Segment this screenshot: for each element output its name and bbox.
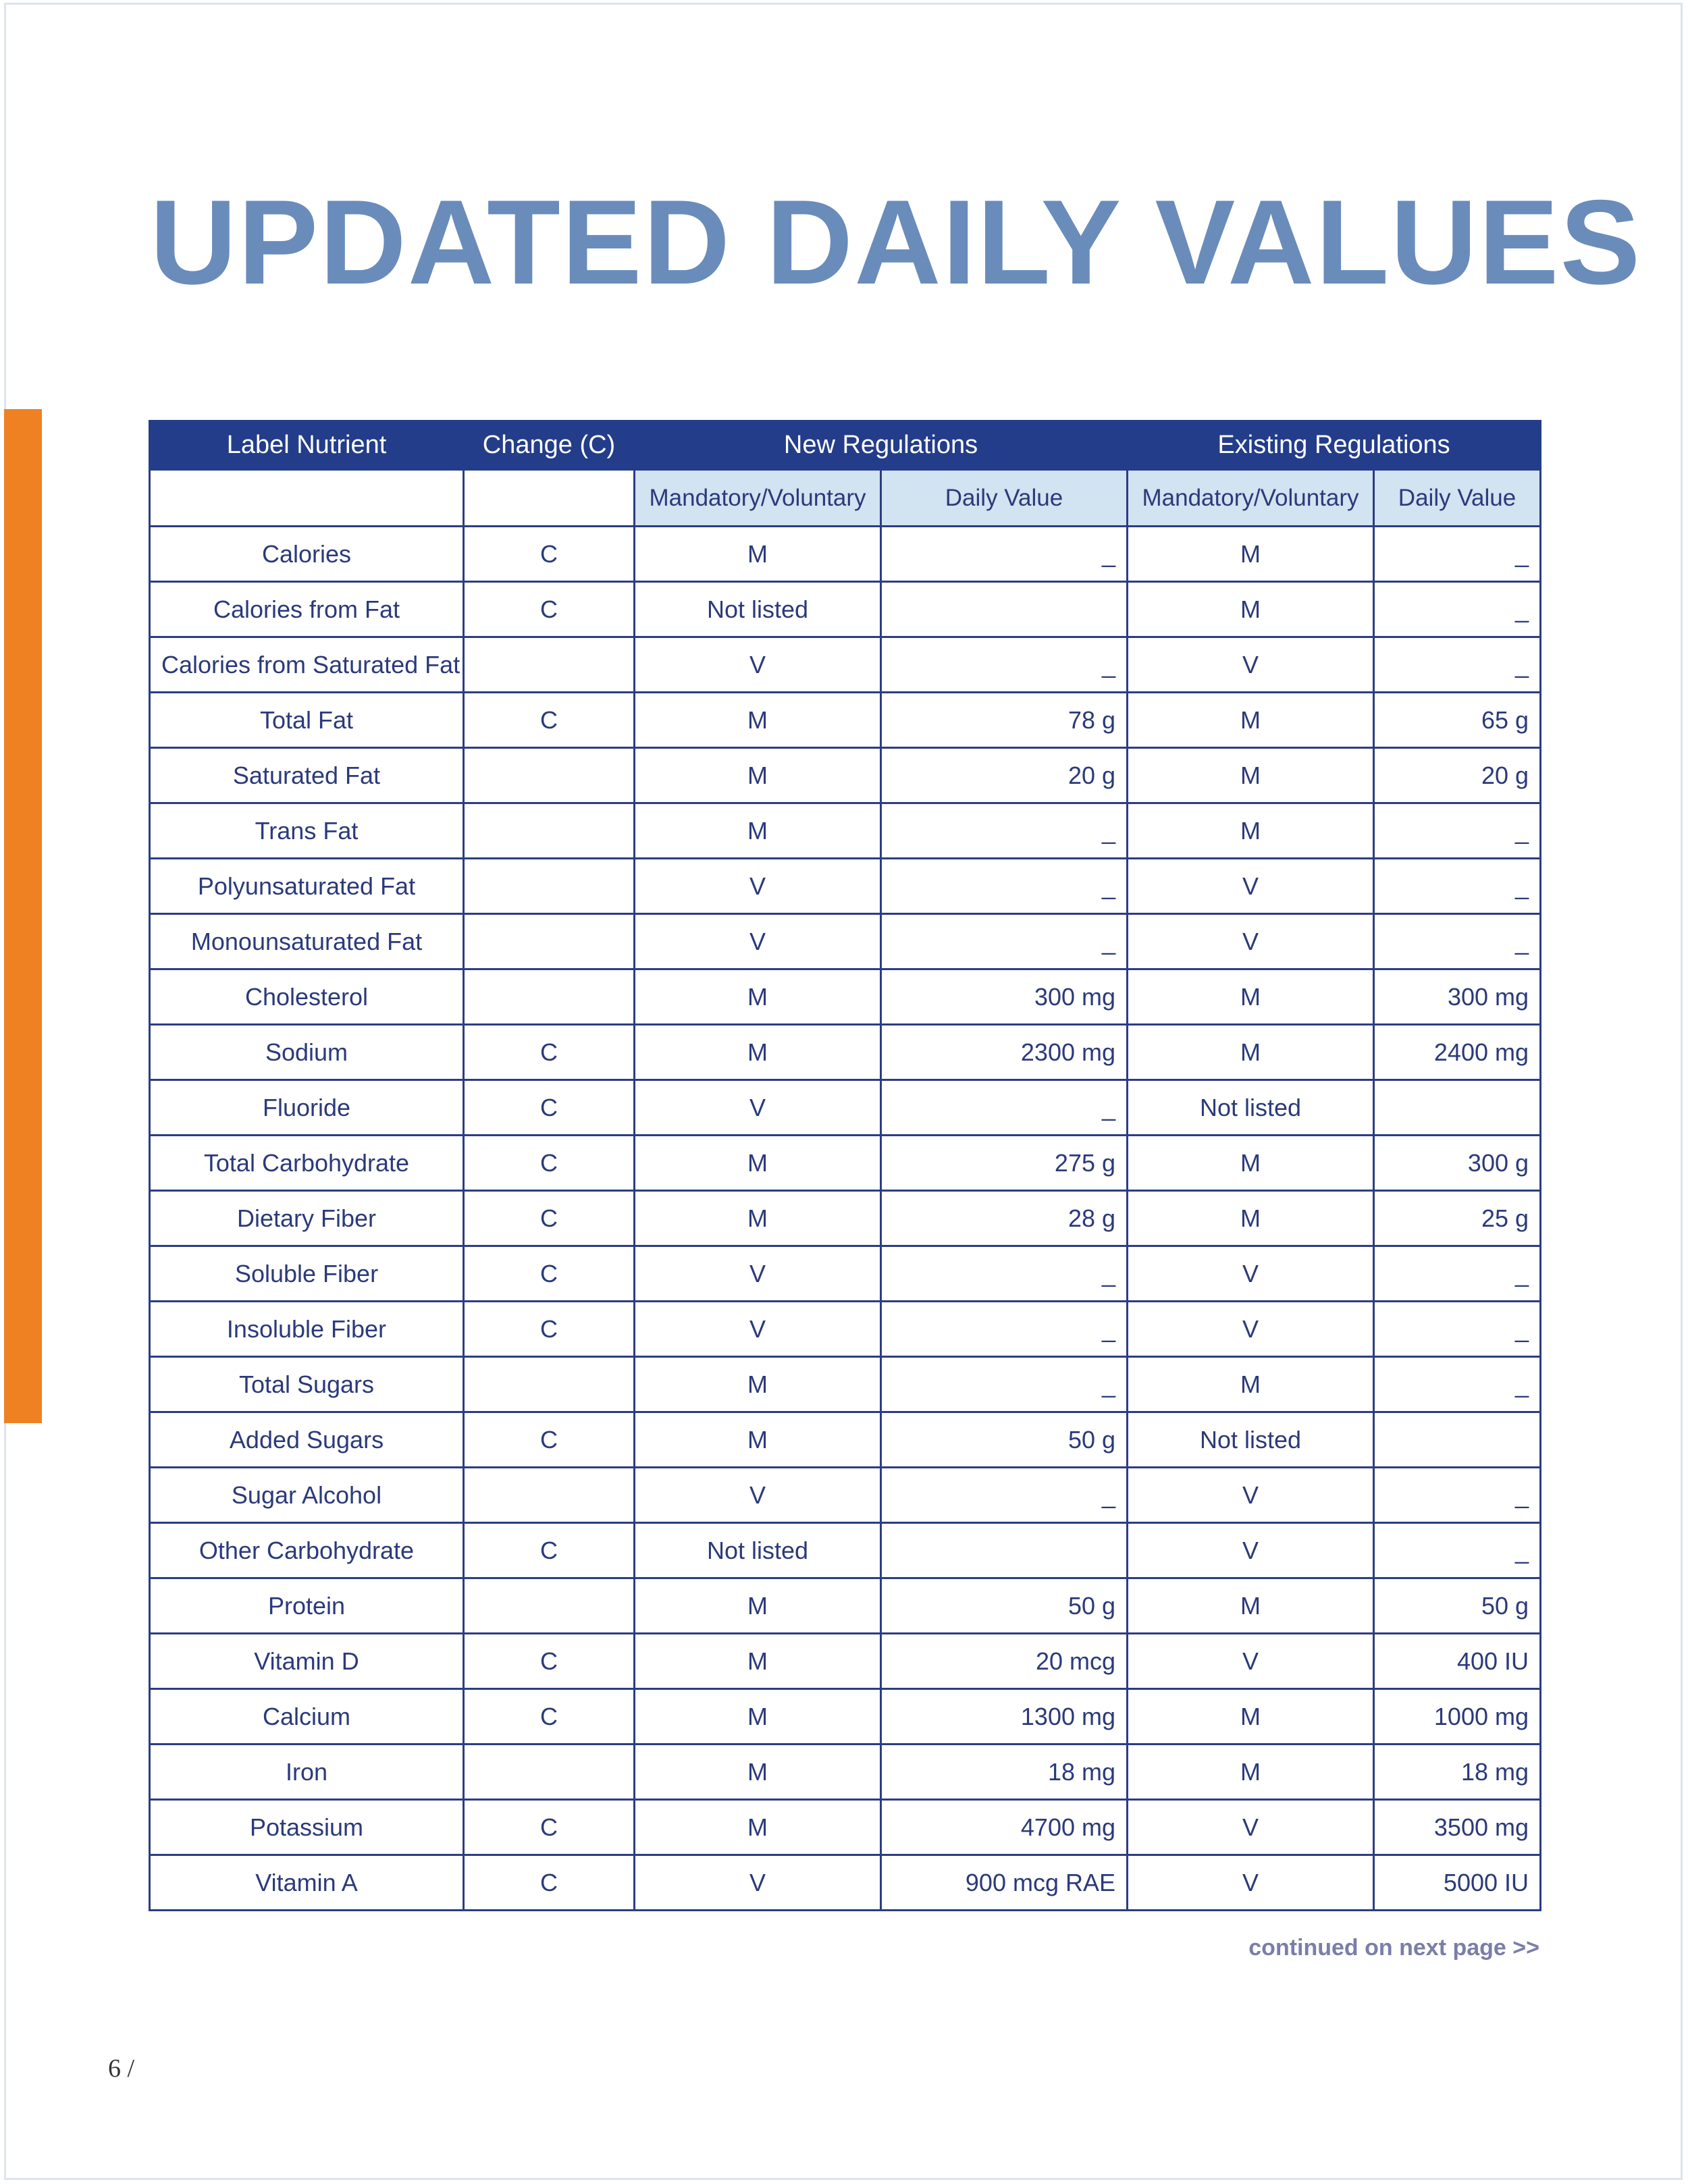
table-row xyxy=(150,748,1541,803)
cell-nutrient: Protein xyxy=(150,1578,464,1634)
cell-new-mandatory-voluntary: V xyxy=(635,1246,881,1302)
cell-change: C xyxy=(464,1191,635,1246)
table-row xyxy=(150,1136,1541,1191)
cell-new-daily-value: _ xyxy=(881,527,1128,582)
table-row xyxy=(150,1080,1541,1136)
daily-values-table xyxy=(149,420,1541,1911)
cell-new-mandatory-voluntary: V xyxy=(635,1855,881,1911)
cell-nutrient: Sugar Alcohol xyxy=(150,1468,464,1523)
cell-existing-daily-value: _ xyxy=(1374,582,1541,637)
cell-new-daily-value: _ xyxy=(881,1080,1128,1136)
cell-existing-mandatory-voluntary: V xyxy=(1128,1800,1374,1855)
cell-existing-mandatory-voluntary: V xyxy=(1128,1855,1374,1911)
cell-existing-mandatory-voluntary: M xyxy=(1128,1025,1374,1080)
cell-change: C xyxy=(464,582,635,637)
cell-existing-daily-value: 50 g xyxy=(1374,1578,1541,1634)
subheader-existing-mandatory-voluntary: Mandatory/Voluntary xyxy=(1128,470,1374,527)
table-row xyxy=(150,1302,1541,1357)
subheader-new-mandatory-voluntary: Mandatory/Voluntary xyxy=(635,470,881,527)
cell-existing-mandatory-voluntary: M xyxy=(1128,1191,1374,1246)
cell-new-mandatory-voluntary: M xyxy=(635,1412,881,1468)
cell-existing-daily-value: _ xyxy=(1374,527,1541,582)
table-subheader-row xyxy=(150,470,1541,527)
cell-existing-daily-value: 300 mg xyxy=(1374,969,1541,1025)
cell-nutrient: Dietary Fiber xyxy=(150,1191,464,1246)
cell-existing-daily-value: _ xyxy=(1374,1302,1541,1357)
cell-nutrient: Potassium xyxy=(150,1800,464,1855)
cell-existing-daily-value: 300 g xyxy=(1374,1136,1541,1191)
cell-existing-mandatory-voluntary: M xyxy=(1128,527,1374,582)
table-row xyxy=(150,1634,1541,1689)
cell-existing-daily-value: 2400 mg xyxy=(1374,1025,1541,1080)
table-row xyxy=(150,527,1541,582)
cell-change: C xyxy=(464,1412,635,1468)
cell-nutrient: Calories xyxy=(150,527,464,582)
cell-change: C xyxy=(464,1080,635,1136)
cell-new-mandatory-voluntary: M xyxy=(635,748,881,803)
cell-change xyxy=(464,1578,635,1634)
subheader-blank-change xyxy=(464,470,635,527)
cell-new-mandatory-voluntary: V xyxy=(635,1302,881,1357)
cell-nutrient: Vitamin A xyxy=(150,1855,464,1911)
cell-existing-daily-value: _ xyxy=(1374,1357,1541,1412)
cell-new-mandatory-voluntary: M xyxy=(635,527,881,582)
subheader-blank-nutrient xyxy=(150,470,464,527)
table-row xyxy=(150,1246,1541,1302)
cell-new-daily-value: 275 g xyxy=(881,1136,1128,1191)
table-row xyxy=(150,1523,1541,1578)
cell-nutrient: Soluble Fiber xyxy=(150,1246,464,1302)
header-new-regulations: New Regulations xyxy=(635,421,1128,470)
table-header-row xyxy=(150,421,1541,470)
cell-nutrient: Calcium xyxy=(150,1689,464,1744)
cell-existing-daily-value: 1000 mg xyxy=(1374,1689,1541,1744)
cell-new-mandatory-voluntary: V xyxy=(635,914,881,969)
subheader-existing-daily-value: Daily Value xyxy=(1374,470,1541,527)
cell-new-mandatory-voluntary: M xyxy=(635,1357,881,1412)
cell-new-mandatory-voluntary: M xyxy=(635,693,881,748)
cell-existing-daily-value: _ xyxy=(1374,1246,1541,1302)
cell-change: C xyxy=(464,527,635,582)
cell-existing-mandatory-voluntary: M xyxy=(1128,969,1374,1025)
cell-new-mandatory-voluntary: M xyxy=(635,969,881,1025)
cell-nutrient: Total Sugars xyxy=(150,1357,464,1412)
cell-existing-mandatory-voluntary: Not listed xyxy=(1128,1412,1374,1468)
cell-change: C xyxy=(464,1136,635,1191)
cell-new-daily-value: _ xyxy=(881,859,1128,914)
cell-existing-daily-value xyxy=(1374,1412,1541,1468)
cell-existing-daily-value: 20 g xyxy=(1374,748,1541,803)
cell-change: C xyxy=(464,1855,635,1911)
cell-existing-mandatory-voluntary: M xyxy=(1128,582,1374,637)
cell-nutrient: Saturated Fat xyxy=(150,748,464,803)
cell-existing-mandatory-voluntary: M xyxy=(1128,1136,1374,1191)
cell-new-daily-value: 1300 mg xyxy=(881,1689,1128,1744)
header-label-nutrient: Label Nutrient xyxy=(150,421,464,470)
cell-existing-daily-value xyxy=(1374,1080,1541,1136)
cell-new-mandatory-voluntary: M xyxy=(635,1689,881,1744)
cell-nutrient: Trans Fat xyxy=(150,803,464,859)
cell-change: C xyxy=(464,1523,635,1578)
cell-change: C xyxy=(464,1246,635,1302)
page-number: 6 / xyxy=(108,2054,135,2083)
cell-new-mandatory-voluntary: Not listed xyxy=(635,582,881,637)
cell-nutrient: Calories from Saturated Fat xyxy=(150,637,464,693)
cell-nutrient: Polyunsaturated Fat xyxy=(150,859,464,914)
cell-existing-daily-value: 400 IU xyxy=(1374,1634,1541,1689)
table-body xyxy=(150,527,1541,1911)
cell-new-mandatory-voluntary: Not listed xyxy=(635,1523,881,1578)
cell-existing-daily-value: _ xyxy=(1374,914,1541,969)
cell-existing-mandatory-voluntary: M xyxy=(1128,1744,1374,1800)
table-row xyxy=(150,1855,1541,1911)
cell-new-mandatory-voluntary: M xyxy=(635,1744,881,1800)
cell-existing-daily-value: _ xyxy=(1374,1468,1541,1523)
table-row xyxy=(150,1744,1541,1800)
cell-new-daily-value: 50 g xyxy=(881,1412,1128,1468)
cell-new-daily-value: 900 mcg RAE xyxy=(881,1855,1128,1911)
table-row xyxy=(150,1578,1541,1634)
cell-existing-mandatory-voluntary: V xyxy=(1128,1634,1374,1689)
cell-nutrient: Other Carbohydrate xyxy=(150,1523,464,1578)
cell-change: C xyxy=(464,693,635,748)
table-row xyxy=(150,803,1541,859)
cell-existing-daily-value: _ xyxy=(1374,859,1541,914)
cell-existing-daily-value: 65 g xyxy=(1374,693,1541,748)
cell-change: C xyxy=(464,1025,635,1080)
cell-new-mandatory-voluntary: V xyxy=(635,859,881,914)
cell-nutrient: Added Sugars xyxy=(150,1412,464,1468)
cell-existing-mandatory-voluntary: V xyxy=(1128,1246,1374,1302)
cell-nutrient: Calories from Fat xyxy=(150,582,464,637)
cell-new-daily-value: _ xyxy=(881,1246,1128,1302)
cell-existing-daily-value: 25 g xyxy=(1374,1191,1541,1246)
cell-new-daily-value: _ xyxy=(881,914,1128,969)
cell-new-mandatory-voluntary: M xyxy=(635,1634,881,1689)
cell-new-daily-value xyxy=(881,582,1128,637)
cell-nutrient: Vitamin D xyxy=(150,1634,464,1689)
cell-nutrient: Monounsaturated Fat xyxy=(150,914,464,969)
cell-new-daily-value: 4700 mg xyxy=(881,1800,1128,1855)
cell-new-daily-value: 20 g xyxy=(881,748,1128,803)
cell-change: C xyxy=(464,1634,635,1689)
cell-new-mandatory-voluntary: V xyxy=(635,1468,881,1523)
cell-new-daily-value: 78 g xyxy=(881,693,1128,748)
cell-nutrient: Insoluble Fiber xyxy=(150,1302,464,1357)
cell-new-daily-value: _ xyxy=(881,803,1128,859)
cell-existing-daily-value: _ xyxy=(1374,1523,1541,1578)
table-row xyxy=(150,693,1541,748)
cell-new-daily-value: _ xyxy=(881,1468,1128,1523)
cell-change: C xyxy=(464,1800,635,1855)
cell-existing-mandatory-voluntary: V xyxy=(1128,1523,1374,1578)
cell-change xyxy=(464,1357,635,1412)
cell-existing-mandatory-voluntary: M xyxy=(1128,1689,1374,1744)
cell-new-daily-value: 50 g xyxy=(881,1578,1128,1634)
cell-existing-mandatory-voluntary: V xyxy=(1128,637,1374,693)
cell-change: C xyxy=(464,1302,635,1357)
table-row xyxy=(150,1357,1541,1412)
header-existing-regulations: Existing Regulations xyxy=(1128,421,1541,470)
cell-existing-mandatory-voluntary: M xyxy=(1128,693,1374,748)
cell-existing-mandatory-voluntary: M xyxy=(1128,1357,1374,1412)
cell-new-daily-value xyxy=(881,1523,1128,1578)
cell-change xyxy=(464,637,635,693)
cell-change xyxy=(464,914,635,969)
table-row xyxy=(150,1025,1541,1080)
cell-new-mandatory-voluntary: V xyxy=(635,637,881,693)
table-row xyxy=(150,859,1541,914)
cell-existing-daily-value: _ xyxy=(1374,637,1541,693)
cell-new-daily-value: 300 mg xyxy=(881,969,1128,1025)
cell-change xyxy=(464,859,635,914)
continued-note: continued on next page >> xyxy=(1248,1935,1539,1961)
cell-existing-daily-value: 3500 mg xyxy=(1374,1800,1541,1855)
orange-accent-bar xyxy=(4,409,42,1423)
cell-new-mandatory-voluntary: M xyxy=(635,1800,881,1855)
cell-change xyxy=(464,1744,635,1800)
cell-existing-mandatory-voluntary: M xyxy=(1128,1578,1374,1634)
cell-new-mandatory-voluntary: M xyxy=(635,1191,881,1246)
cell-new-daily-value: _ xyxy=(881,1302,1128,1357)
cell-change xyxy=(464,748,635,803)
table-row xyxy=(150,914,1541,969)
cell-nutrient: Sodium xyxy=(150,1025,464,1080)
table-row xyxy=(150,1191,1541,1246)
table-row xyxy=(150,1468,1541,1523)
cell-existing-mandatory-voluntary: V xyxy=(1128,859,1374,914)
cell-new-daily-value: 28 g xyxy=(881,1191,1128,1246)
cell-new-mandatory-voluntary: M xyxy=(635,1025,881,1080)
cell-new-daily-value: _ xyxy=(881,637,1128,693)
table-row xyxy=(150,582,1541,637)
cell-existing-mandatory-voluntary: V xyxy=(1128,1468,1374,1523)
cell-change: C xyxy=(464,1689,635,1744)
cell-nutrient: Fluoride xyxy=(150,1080,464,1136)
table-row xyxy=(150,1800,1541,1855)
cell-nutrient: Cholesterol xyxy=(150,969,464,1025)
cell-change xyxy=(464,803,635,859)
cell-existing-mandatory-voluntary: M xyxy=(1128,748,1374,803)
cell-existing-daily-value: _ xyxy=(1374,803,1541,859)
cell-existing-mandatory-voluntary: M xyxy=(1128,803,1374,859)
cell-existing-daily-value: 5000 IU xyxy=(1374,1855,1541,1911)
cell-change xyxy=(464,1468,635,1523)
cell-new-mandatory-voluntary: V xyxy=(635,1080,881,1136)
table-row xyxy=(150,1689,1541,1744)
cell-new-daily-value: 2300 mg xyxy=(881,1025,1128,1080)
table-row xyxy=(150,637,1541,693)
cell-nutrient: Total Fat xyxy=(150,693,464,748)
cell-change xyxy=(464,969,635,1025)
table-row xyxy=(150,969,1541,1025)
cell-existing-mandatory-voluntary: V xyxy=(1128,914,1374,969)
cell-existing-daily-value: 18 mg xyxy=(1374,1744,1541,1800)
subheader-new-daily-value: Daily Value xyxy=(881,470,1128,527)
cell-existing-mandatory-voluntary: V xyxy=(1128,1302,1374,1357)
header-change: Change (C) xyxy=(464,421,635,470)
cell-new-daily-value: _ xyxy=(881,1357,1128,1412)
cell-new-mandatory-voluntary: M xyxy=(635,803,881,859)
cell-nutrient: Iron xyxy=(150,1744,464,1800)
cell-nutrient: Total Carbohydrate xyxy=(150,1136,464,1191)
cell-new-mandatory-voluntary: M xyxy=(635,1136,881,1191)
table-row xyxy=(150,1412,1541,1468)
cell-existing-mandatory-voluntary: Not listed xyxy=(1128,1080,1374,1136)
cell-new-daily-value: 18 mg xyxy=(881,1744,1128,1800)
page-title: UPDATED DAILY VALUES xyxy=(150,175,1642,309)
cell-new-mandatory-voluntary: M xyxy=(635,1578,881,1634)
cell-new-daily-value: 20 mcg xyxy=(881,1634,1128,1689)
